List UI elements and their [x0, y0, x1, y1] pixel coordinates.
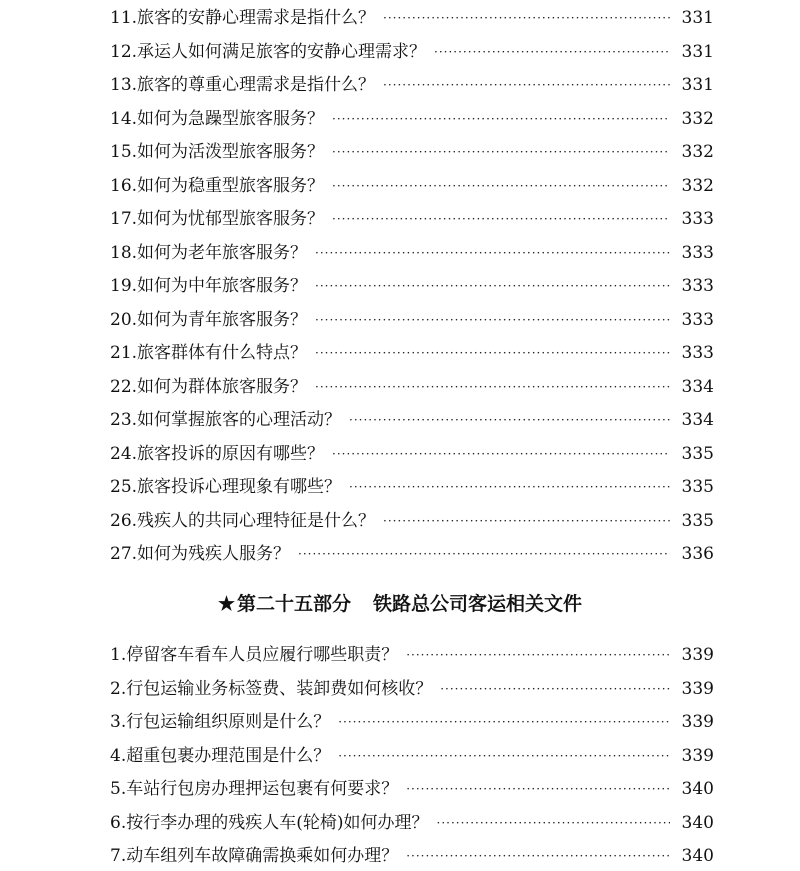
- toc-entry-title: 行包运输业务标签费、装卸费如何核收？: [126, 678, 433, 699]
- toc-entry-number: 20.: [110, 309, 138, 330]
- toc-entry-title: 旅客群体有什么特点？: [137, 343, 308, 363]
- toc-entry-number: 27.: [110, 544, 138, 564]
- section-heading: [0, 588, 800, 620]
- toc-entry-title: 如何为忧郁型旅客服务？: [137, 209, 325, 229]
- dot-leader: [406, 841, 670, 871]
- toc-entry: [110, 707, 714, 737]
- dot-leader: [315, 372, 670, 402]
- dot-leader: [332, 439, 670, 469]
- toc-entry-number: 3.: [110, 712, 127, 732]
- dot-leader: [383, 3, 670, 33]
- toc-entry: [110, 204, 714, 234]
- toc-entry-title: 如何为老年旅客服务？: [137, 242, 308, 263]
- toc-entry-page: 332: [681, 108, 714, 129]
- toc-entry-title: 车站行包房办理押运包裹有何要求？: [126, 779, 399, 799]
- dot-leader: [406, 774, 670, 804]
- dot-leader: [349, 405, 670, 435]
- toc-entry-number: 7.: [110, 846, 127, 866]
- toc-entry: [110, 405, 714, 435]
- toc-entry-title: 超重包裹办理范围是什么？: [126, 745, 331, 766]
- toc-entry-title: 动车组列车故障确需换乘如何办理？: [126, 846, 399, 866]
- toc-entry: [110, 104, 714, 134]
- toc-entry: [110, 271, 714, 301]
- toc-entry-number: 23.: [110, 410, 138, 430]
- toc-entry-number: 12.: [110, 41, 138, 62]
- toc-entry-page: 333: [681, 209, 714, 229]
- toc-entry-number: 4.: [110, 745, 127, 766]
- toc-entry-title: 如何为活泼型旅客服务？: [137, 142, 325, 162]
- toc-entry: [110, 741, 714, 771]
- dot-leader: [406, 640, 670, 670]
- toc-entry: [110, 539, 714, 569]
- toc-entry-number: 16.: [110, 175, 138, 196]
- dot-leader: [332, 137, 670, 167]
- toc-entry-title: 旅客的安静心理需求是指什么？: [137, 8, 376, 28]
- toc-entry-page: 335: [681, 443, 714, 464]
- toc-entry-page: 340: [681, 779, 714, 799]
- toc-entry-number: 24.: [110, 443, 138, 464]
- toc-entry-number: 22.: [110, 376, 138, 397]
- toc-entry-number: 19.: [110, 276, 138, 296]
- toc-entry-page: 336: [681, 544, 714, 564]
- toc-entry-number: 5.: [110, 779, 127, 799]
- toc-entry-number: 2.: [110, 678, 127, 699]
- toc-entry-page: 332: [681, 142, 714, 162]
- toc-entry-number: 26.: [110, 510, 138, 531]
- toc-entry: [110, 137, 714, 167]
- toc-entry-page: 340: [681, 812, 714, 833]
- toc-entry: [110, 171, 714, 201]
- toc-entry: [110, 506, 714, 536]
- toc-entry-title: 如何为青年旅客服务？: [137, 309, 308, 330]
- toc-entry-title: 停留客车看车人员应履行哪些职责？: [126, 645, 399, 665]
- toc-entry-title: 旅客投诉的原因有哪些？: [137, 443, 325, 464]
- toc-entry-page: 334: [681, 410, 714, 430]
- dot-leader: [315, 238, 670, 268]
- toc-entry: [110, 674, 714, 704]
- dot-leader: [338, 707, 670, 737]
- toc-entry-number: 18.: [110, 242, 138, 263]
- toc-entry-page: 331: [681, 41, 714, 62]
- toc-entry-page: 332: [681, 175, 714, 196]
- toc-entry-number: 14.: [110, 108, 138, 129]
- star-icon: ★: [217, 593, 235, 615]
- toc-entry-number: 25.: [110, 477, 138, 497]
- dot-leader: [383, 70, 670, 100]
- toc-entry: [110, 774, 714, 804]
- toc-entry-number: 17.: [110, 209, 138, 229]
- toc-entry: [110, 372, 714, 402]
- toc-entry-page: 339: [681, 745, 714, 766]
- toc-entry-number: 21.: [110, 343, 138, 363]
- toc-entry-page: 334: [681, 376, 714, 397]
- toc-entry-title: 如何为中年旅客服务？: [137, 276, 308, 296]
- toc-entry-page: 339: [681, 712, 714, 732]
- toc-entry-page: 333: [681, 343, 714, 363]
- toc-entry-page: 333: [681, 276, 714, 296]
- toc-entry-page: 331: [681, 8, 714, 28]
- toc-entry-number: 1.: [110, 645, 127, 665]
- toc-entry-title: 旅客投诉心理现象有哪些？: [137, 477, 342, 497]
- toc-entry-title: 如何为残疾人服务？: [137, 544, 291, 564]
- toc-entry: [110, 841, 714, 871]
- toc-entry-title: 如何为急躁型旅客服务？: [137, 108, 325, 129]
- dot-leader: [338, 741, 670, 771]
- toc-entry: [110, 808, 714, 838]
- toc-entry-number: 13.: [110, 75, 138, 95]
- toc-entry: [110, 37, 714, 67]
- toc-entry: [110, 305, 714, 335]
- toc-entry-title: 如何为群体旅客服务？: [137, 376, 308, 397]
- dot-leader: [349, 472, 670, 502]
- toc-entry-title: 承运人如何满足旅客的安静心理需求？: [137, 41, 427, 62]
- dot-leader: [434, 37, 670, 67]
- toc-entry-page: 339: [681, 645, 714, 665]
- dot-leader: [437, 808, 671, 838]
- toc-entry: [110, 640, 714, 670]
- dot-leader: [315, 305, 670, 335]
- dot-leader: [315, 271, 670, 301]
- dot-leader: [315, 338, 670, 368]
- toc-entry-title: 行包运输组织原则是什么？: [126, 712, 331, 732]
- toc-entry-page: 339: [681, 678, 714, 699]
- toc-entry-page: 340: [681, 846, 714, 866]
- toc-entry-title: 残疾人的共同心理特征是什么？: [137, 510, 376, 531]
- dot-leader: [332, 104, 670, 134]
- section-title: 铁路总公司客运相关文件: [373, 593, 583, 615]
- toc-entry-number: 6.: [110, 812, 127, 833]
- dot-leader: [332, 204, 670, 234]
- toc-entry-title: 如何掌握旅客的心理活动？: [137, 410, 342, 430]
- toc-entry-number: 15.: [110, 142, 138, 162]
- toc-entry-title: 按行李办理的残疾人车(轮椅)如何办理？: [126, 812, 429, 833]
- toc-entry-title: 如何为稳重型旅客服务？: [137, 175, 325, 196]
- toc-entry-page: 333: [681, 309, 714, 330]
- toc-entry: [110, 439, 714, 469]
- toc-entry: [110, 338, 714, 368]
- toc-entry-number: 11.: [110, 8, 138, 28]
- toc-entry-page: 335: [681, 510, 714, 531]
- toc-entry: [110, 238, 714, 268]
- toc-entry-page: 331: [681, 75, 714, 95]
- dot-leader: [440, 674, 670, 704]
- toc-entry: [110, 3, 714, 33]
- toc-entry-page: 333: [681, 242, 714, 263]
- section-part-label: 第二十五部分: [237, 593, 352, 615]
- dot-leader: [298, 539, 670, 569]
- toc-entry-page: 335: [681, 477, 714, 497]
- toc-entry-title: 旅客的尊重心理需求是指什么？: [137, 75, 376, 95]
- dot-leader: [383, 506, 670, 536]
- dot-leader: [332, 171, 670, 201]
- toc-entry: [110, 472, 714, 502]
- toc-entry: [110, 70, 714, 100]
